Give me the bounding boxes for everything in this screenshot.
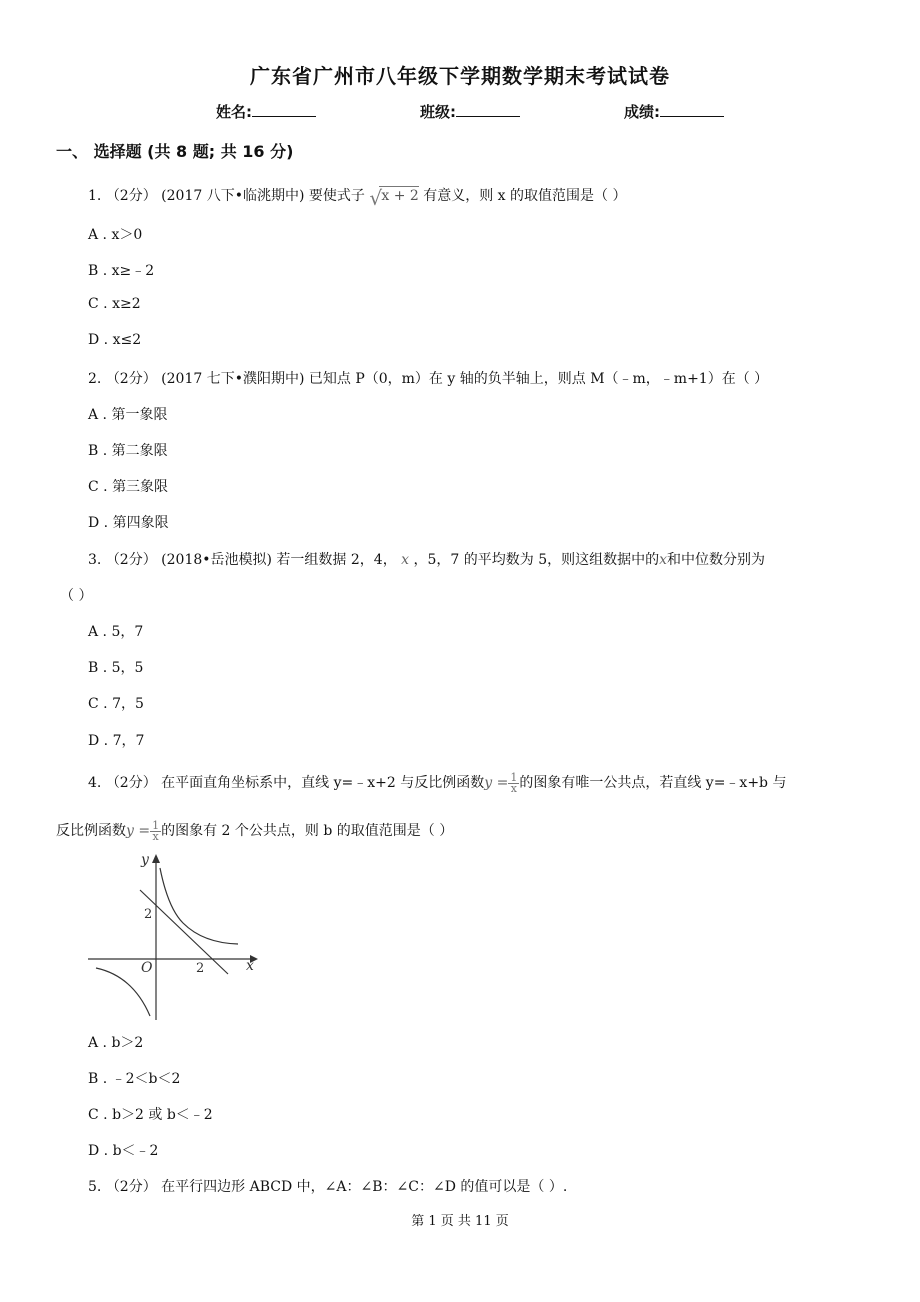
q1-option-b[interactable]: B . x≥﹣2 [88,263,155,279]
question-5 [88,1176,567,1196]
q1-option-a[interactable]: A . x＞0 [88,227,143,243]
score-blank[interactable] [660,102,724,117]
q3-option-d[interactable]: D . 7，7 [88,733,145,749]
class-blank[interactable] [456,102,520,117]
question-text: （2分） (2017 八下•临洮期中) 要使式子 [105,188,365,204]
question-number: 2. [88,371,102,387]
math-x: x [401,552,410,568]
q4-option-b[interactable]: B . ﹣2＜b＜2 [88,1071,181,1087]
function-y: y = [484,775,509,791]
name-blank[interactable] [252,102,316,117]
question-text-2: 的图象有唯一公共点，若直线 y=﹣x+b 与 [519,775,787,791]
y-tick-label: 2 [144,907,153,922]
section-heading: 一、 选择题 (共 8 题; 共 16 分) [56,142,294,161]
y-axis-arrow [152,854,160,863]
page-title: 广东省广州市八年级下学期数学期末考试试卷 [250,64,670,88]
name-label: 姓名: [216,103,252,121]
page-footer: 第 1 页 共 11 页 [411,1214,509,1229]
q1-option-c[interactable]: C . x≥2 [88,296,141,312]
q3-option-a[interactable]: A . 5，7 [88,624,144,640]
q2-option-d[interactable]: D . 第四象限 [88,515,169,531]
x-tick-label: 2 [196,961,205,976]
question-text-3: 和中位数分别为 [667,552,766,568]
name-field[interactable] [216,101,316,122]
score-field[interactable] [624,101,724,122]
question-text: （2分） 在平面直角坐标系中，直线 y=﹣x+2 与反比例函数 [105,775,485,791]
sqrt-expression: √ x + 2 [369,186,419,210]
tangent-line [140,890,228,974]
math-x-2: x [659,552,668,568]
question-4 [88,772,786,794]
question-number: 4. [88,775,102,791]
question-text: （2分） 在平行四边形 ABCD 中，∠A：∠B：∠C：∠D 的值可以是（ ）. [105,1179,568,1195]
q4-option-c[interactable]: C . b＞2 或 b＜﹣2 [88,1107,213,1123]
y-label: y [141,852,149,868]
question-2 [88,368,768,388]
question-number: 1. [88,188,102,204]
question-text-3: 反比例函数 [56,823,126,839]
q3-option-b[interactable]: B . 5，5 [88,660,144,676]
q4-option-a[interactable]: A . b＞2 [88,1035,144,1051]
function-y-2: y = [126,823,151,839]
question-number: 5. [88,1179,102,1195]
q2-option-b[interactable]: B . 第二象限 [88,443,168,459]
question-4-line2 [56,820,453,842]
class-label: 班级: [420,103,456,121]
question-text: （2分） (2017 七下•濮阳期中) 已知点 P（0，m）在 y 轴的负半轴上，则点 M（﹣m，﹣m+1）在（ ） [105,371,769,387]
function-graph [88,848,268,1023]
fraction-1-over-x: $\frac{1}{x}$ [510,770,518,795]
question-3 [88,549,765,569]
q2-option-c[interactable]: C . 第三象限 [88,479,169,495]
q4-option-d[interactable]: D . b＜﹣2 [88,1143,159,1159]
hyperbola-branch-1 [160,868,238,944]
question-text-4: 的图象有 2 个公共点，则 b 的取值范围是（ ） [161,823,454,839]
question-1 [88,185,627,210]
x-label: x [246,958,254,974]
q1-option-d[interactable]: D . x≤2 [88,332,142,348]
fraction-1-over-x-2: $\frac{1}{x}$ [152,818,160,843]
origin-label: O [141,960,153,976]
q3-option-c[interactable]: C . 7，5 [88,696,144,712]
question-text-2: ，5，7 的平均数为 5，则这组数据中的 [413,552,660,568]
question-text: （2分） (2018•岳池模拟) 若一组数据 2，4， [105,552,397,568]
score-label: 成绩: [624,103,660,121]
class-field[interactable] [420,101,520,122]
question-number: 3. [88,552,102,568]
question-3-paren: （ ） [60,588,93,604]
q2-option-a[interactable]: A . 第一象限 [88,407,168,423]
question-text-tail: 有意义，则 x 的取值范围是（ ） [423,188,627,204]
